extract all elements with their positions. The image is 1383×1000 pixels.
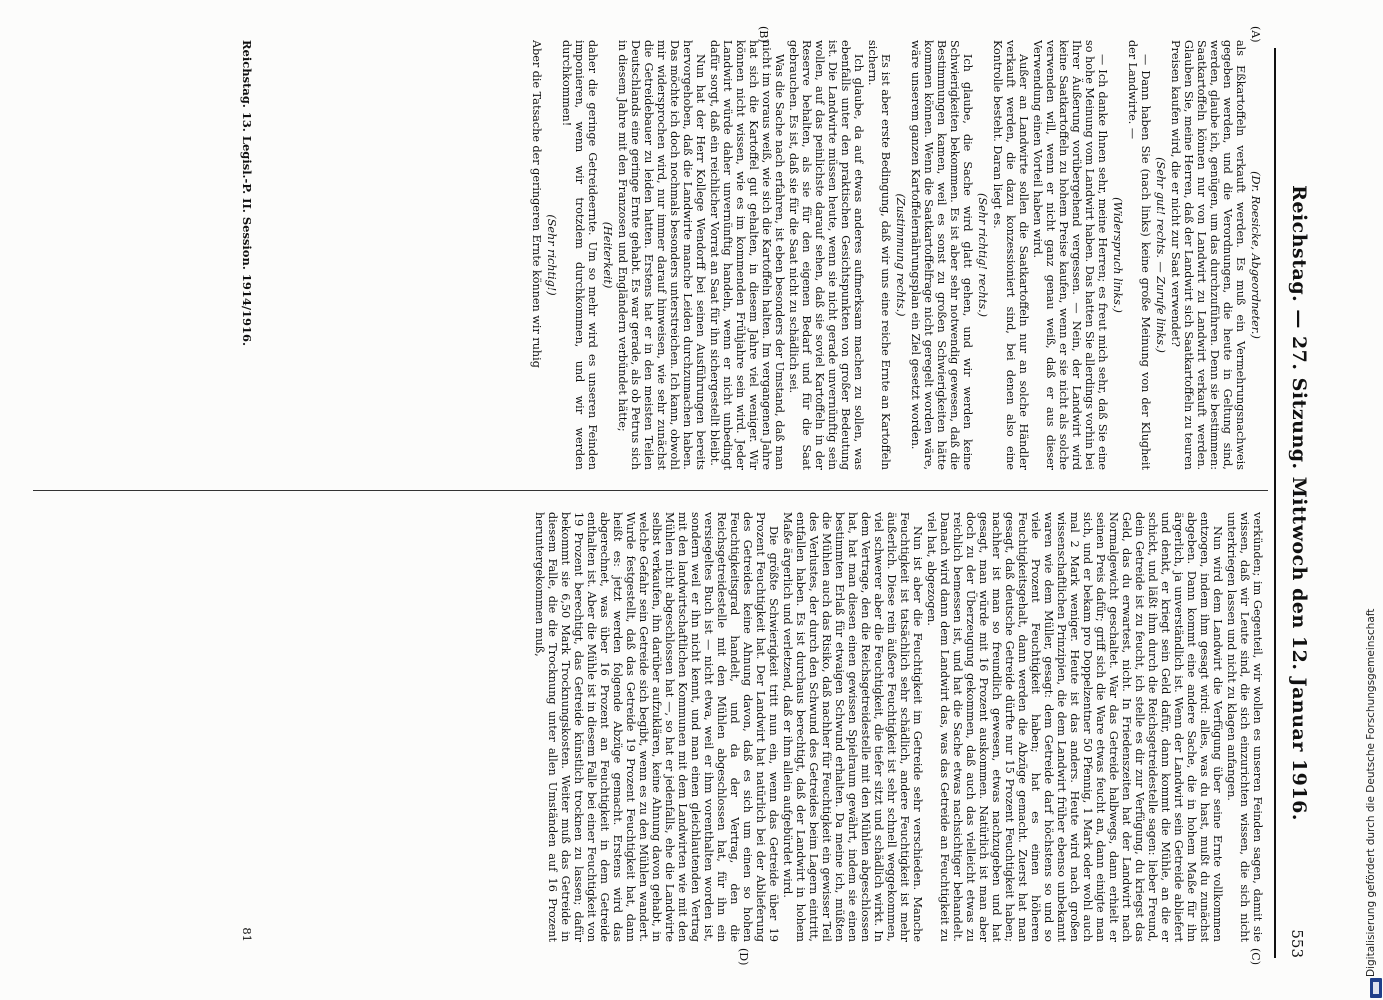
paragraph: verkünden; im Gegenteil, wir wollen es unseren Feinden sagen, damit sie wissen, daß wir Leute sind, die sich einzurichten wissen, die sich nicht unterkriegen lassen und nicht zu klagen anfangen. [1225,512,1264,942]
digitization-credit [1365,0,1383,1000]
paragraph: Nun wird dem Landwirt die Verfügung über seine Ernte vollkommen entzogen, indem ihm gesagt wird: alles, was du hast, mußt du zunächst abgeben. Dann kommt eine andere Sache, die in hohem Maße für ihn ärgerlich, ja unverständlich ist. Wenn der Landwirt sein Getreide abliefert und denkt, er kriegt sein Geld dafür, dann kommt die Mühle, an die er schickt, und läßt ihm durch die Reichsgetreidestelle sagen: lieber Freund, dein Getreide ist zu feucht, ich stelle es dir zur Verfügung, du kriegst das Geld, das du erwartest, nicht. In Friedenszeiten hat der Landwirt nach Normalgewicht geschaltet. War das Getreide halbwegs, dann erhielt er seinen Preis dafür; griff sich die Ware etwas feucht an, dann einigte man sich, und er bekam pro Doppelzentner 50 Pfennig, 1 Mark oder wohl auch mal 2 Mark weniger. Heute ist das anders. Heute wird nach großen wissenschaftlichen Prinzipien, die dem Landwirt früher ebenso unbekannt waren wie dem Müller, gesagt: dem Getreide darf höchstens so und so viele Prozent Feuchtigkeit haben; hat es einen höheren Feuchtigkeitsgehalt, dann werden die Abzüge gemacht. Zuerst hat man gesagt, daß deutsche Getreide dürfte nur 15 Prozent Feuchtigkeit haben; nachher ist man so freundlich gewesen, etwas nachzugeben und hat gesagt, man würde mit 16 Prozent auskommen. Natürlich ist man aber doch zu der Überzeugung gekommen, daß auch das vielleicht etwas zu reichlich bemessen ist, und hat die Sache etwas nachsichtiger behandelt. Danach wird dann dem Landwirt das, was das Getreide an Feuchtigkeit zu viel hat, abgezogen. [925,512,1224,942]
interjection: (Sehr gut! rechts. — Zurufe links.) [1154,157,1167,353]
interjection: (Sehr richtig! rechts.) [976,192,989,318]
margin-mark-c: (C) [1249,948,1262,965]
paragraph: Ich glaube, da auf etwas anderes aufmerksam machen zu sollen, was ebenfalls unter den praktischen Gesichtspunkten von großer Bedeutung ist. Die Landwirte müssen heute, wenn sie nicht gerade unvernünftig sein wollen, auf das peinlichste darauf sehen, daß sie soviel Kartoffeln in der Reserve behalten, als sie für den eigenen Bedarf und für die Saat gebrauchen. Es ist, daß sie für die Saat nicht zu schädlich sei. [787,40,865,470]
paragraph: Außer an Landwirte sollen die Saatkartoffeln nur an solche Händler verkauft werden, die dazu konzessioniert sind, bei denen also eine Kontrolle besteht. Daran liegt es. [991,40,1030,470]
paragraph: Die größte Schwierigkeit tritt nun ein, wenn das Getreide über 19 Prozent Feuchtigkeit hat. Der Landwirt hat natürlich bei der Ablieferung des Getreides keine Ahnung davon, daß es sich um einen so hohen Feuchtigkeitsgrad handelt, und da der Vertrag, den die Reichsgetreidestelle mit den Mühlen abgeschlossen hat, für ihn ein versiegeltes Buch ist — nicht etwa, weil er ihm vorenthalten worden ist, sondern weil er ihn nicht kennt, und man einen gleichlautenden Vertrag mit den landwirtschaftlichen Kommunen mit dem Landwirten wie mit den Mühlen nicht abgeschlossen hat —, so hat er jedenfalls, ehe die Landwirte selbst verkaufen, ihn darüber aufzuklären, keine Ahnung davon gehabt, in welche Gefahr sein Getreide sich begibt, wenn es zu den Mühlen wandert. Wurde festgestellt, daß das Getreide 19 Prozent Feuchtigkeit hat, dann heißt es: jetzt werden folgende Abzüge gemacht. Erstens wird das abgerechnet, was über 16 Prozent an Feuchtigkeit in dem Getreide enthalten ist. Aber die Mühle ist in diesem Falle bei einer Feuchtigkeit von 19 Prozent berechtigt, das Getreide künstlich trocknen zu lassen; dafür bekommt sie 6,50 Mark Trocknungskosten. Weiter muß das Getreide in diesem Falle, die die Trocknung unter allen Umständen auf 16 Prozent heruntergekommen muß, [533,512,780,942]
paragraph: — Dann haben Sie (nach links) keine große Meinung von der Klugheit der Landwirte. — [1126,40,1152,470]
right-column [264,512,1264,942]
paragraph: Ich glaube, die Sache wird glatt gehen, und wir werden keine Schwierigkeiten bekommen. Es ist aber sehr notwendig gewesen, daß die Bestimmungen kamen, weil es sonst zu großen Schwierigkeiten hätte kommen können. Wenn die Saatkartoffelfrage nicht geregelt worden wäre, wäre unserem ganzen Kartoffelernährungsplan ein Ziel gesetzt worden. [909,40,974,470]
paragraph: — Ich danke Ihnen sehr, meine Herren; es freut mich sehr, daß Sie eine so hohe Meinung vom Landwirt haben. Das hatten Sie allerdings vorhin bei Ihrer Äußerung vorübergehend vergessen. — Nein, der Landwirt wird keine Saatkartoffeln zu hohem Preise kaufen, wenn er sie nicht als solche verwenden will, wenn er nicht ganz genau weiß, daß er aus dieser Verwendung einen Vorteil haben wird. [1031,40,1109,470]
interjection: (Widerspruch links.) [1111,197,1124,313]
paragraph: Es ist aber erste Bedingung, daß wir uns eine reiche Ernte an Kartoffeln sichern. [866,40,892,470]
digitization-credit-text: Digitalisierung gefördert durch die Deutsche Forschungsgemeinschaft [1365,608,1377,977]
margin-mark-b: (B) [757,26,770,43]
dfg-logo-icon [1370,978,1382,998]
left-column [264,40,1264,470]
paragraph: Aber die Tatsache der geringeren Ernte können wir ruhig [530,40,543,368]
margin-mark-d: (D) [737,948,750,966]
margin-mark-a: (A) [1249,26,1262,43]
paragraph: Nun ist aber die Feuchtigkeit im Getreide sehr verschieden. Manche Feuchtigkeit ist tatsächlich sehr schädlich, andere Feuchtigkeit ist mehr äußerlich. Diese rein äußere Feuchtigkeit ist sehr schnell weggekommen, viel schwerer aber die Feuchtigkeit, die tiefer sitzt und schädlich wirkt. In dem Vertrage, den die Reichsgetreidestelle mit den Mühlen abgeschlossen hat, hat man diesen einen gewissen Spielraum gewährt, indem sie einen bestimmten Erlaß für etwaigen Schwund erhalten. Da meine ich, müßten die Mühlen auch das Risiko, daß nachher für Feuchtigkeit ein gewisser Teil des Verlustes, der durch den Schwund des Getreides beim Lagern eintritt, entfallen haben. Es ist durchaus berechtigt, daß der Landwirt in hohem Maße ärgerlich und verletzend, daß er ihm allein aufgebürdet wird. [781,512,924,942]
interjection: (Heiterkeit) [601,221,614,289]
interjection: (Sehr richtig!) [545,214,558,296]
page-header [1274,48,1324,958]
paragraph: Was die Sache nach erfahren, ist eben besonders der Umstand, daß man nicht im voraus weiß, wie sich die Kartoffeln halten. Im vergangenen Jahre hat sich die Kartoffel gut gehalten, in diesem Jahre viel weniger. Wir können nicht wissen, wie es im kommenden Frühjahre sein wird. Jeder Landwirt würde daher unvernünftig handeln, wenn er nicht unbedingt dafür sorgt, daß ein reichlicher Vorrat an Saat für ihn sichergestellt bleibt. [708,40,786,470]
page-number: 553 [1288,929,1306,958]
paragraph: als Eßkartoffeln verkauft werden. Es muß ein Vermehrungsnachweis gegeben werden, und die Verordnungen, die heute in Geltung sind, werden, glaube ich, genügen, um das durchzuführen. Denn sie bestimmen: Saatkartoffeln können nur von Landwirt zu Landwirt verkauft werden. Glauben Sie, meine Herren, daß der Landwirt sich Saatkartoffeln zu teuren Preisen kaufen wird, die er nicht zur Saat verwendet? [1169,40,1247,470]
speaker-label: (Dr. Roesicke, Abgeordneter.) [1249,171,1262,339]
column-divider [33,490,1268,491]
footer-sheet-number: 81 [240,927,254,942]
paragraph: daher die geringe Getreideernte. Um so mehr wird es unseren Feinden imponieren, wenn wir trotzdem durchkommen, und wir werden durchkommen! [560,40,599,470]
paragraph: Nun hat der Herr Kollege Wendorff bei seinen Ausführungen bereits hervorgehoben, daß die Landwirte manche Leiden durchzumachen haben. Das möchte ich doch nochmals besonders unterstreichen. Ich kann, obwohl mir widersprochen wird, nur immer darauf hinweisen, wie sehr zunächst die Getreidebauer zu leiden hatten. Erstens hat er in den meisten Teilen Deutschlands eine geringe Ernte gehabt. Es war gerade, als ob Petrus sich in diesem Jahre mit den Franzosen und Engländern verbündet hätte; [616,40,707,470]
page-title: Reichstag. — 27. Sitzung. Mittwoch den 12. Januar 1916. [1288,185,1310,821]
footer-session-info: Reichstag. 13. Legisl.-P. II. Session. 1914/1916. [240,40,254,347]
interjection: (Zustimmung rechts.) [894,193,907,317]
